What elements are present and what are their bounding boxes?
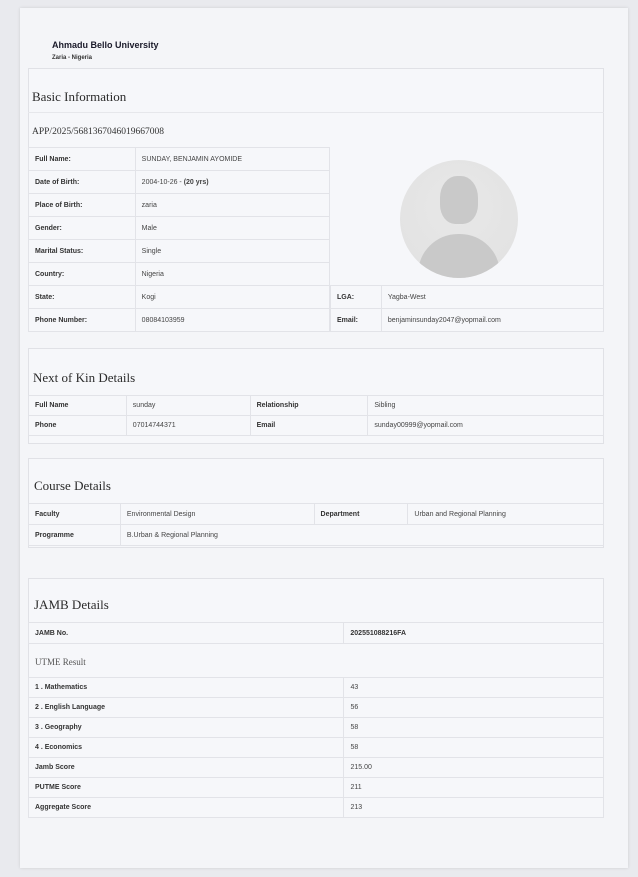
subject-name: 3 . Geography [29, 718, 344, 738]
next-of-kin-title: Next of Kin Details [33, 370, 136, 385]
jamb-score-value: 215.00 [344, 758, 604, 778]
place-of-birth-value: zaria [135, 194, 329, 217]
email-value: benjaminsunday2047@yopmail.com [381, 309, 603, 332]
lga-label: LGA: [331, 286, 382, 309]
table-row [29, 148, 330, 171]
phone-number-value: 08084103959 [135, 309, 329, 332]
marital-status-label: Marital Status: [29, 240, 136, 263]
dob-label: Date of Birth: [29, 171, 136, 194]
gender-label: Gender: [29, 217, 136, 240]
phone-number-label: Phone Number: [29, 309, 136, 332]
putme-score-value: 211 [344, 778, 604, 798]
kin-relationship-label: Relationship [250, 396, 368, 416]
department-label: Department [314, 504, 408, 525]
faculty-value: Environmental Design [120, 504, 314, 525]
dob-age: (20 yrs) [183, 178, 209, 186]
table-row [29, 396, 604, 416]
subject-name: 4 . Economics [29, 738, 344, 758]
table-row [29, 623, 604, 644]
utme-result-title: UTME Result [35, 657, 86, 667]
table-row [29, 194, 330, 217]
aggregate-score-value: 213 [344, 798, 604, 818]
table-row [29, 525, 604, 546]
faculty-label: Faculty [29, 504, 121, 525]
department-value: Urban and Regional Planning [408, 504, 604, 525]
kin-phone-value: 07014744371 [126, 416, 250, 436]
jamb-number-table [28, 622, 604, 644]
table-row [29, 778, 604, 798]
dob-value [135, 171, 329, 194]
putme-score-label: PUTME Score [29, 778, 344, 798]
table-row [29, 504, 604, 525]
table-row [29, 798, 604, 818]
kin-relationship-value: Sibling [368, 396, 604, 416]
place-of-birth-label: Place of Birth: [29, 194, 136, 217]
application-number: APP/2025/5681367046019667008 [32, 127, 164, 137]
passport-photo-placeholder [400, 160, 518, 278]
programme-value: B.Urban & Regional Planning [120, 525, 603, 546]
marital-status-value: Single [135, 240, 329, 263]
jamb-score-label: Jamb Score [29, 758, 344, 778]
avatar-body-icon [418, 234, 500, 278]
avatar-head-icon [440, 176, 478, 224]
country-label: Country: [29, 263, 136, 286]
subject-score: 58 [344, 718, 604, 738]
section-divider [28, 112, 604, 113]
table-row [29, 217, 330, 240]
jamb-no-value: 202551088216FA [344, 623, 604, 644]
table-row [29, 738, 604, 758]
table-row [29, 718, 604, 738]
kin-fullname-label: Full Name [29, 396, 127, 416]
utme-result-table [28, 677, 604, 818]
kin-fullname-value: sunday [126, 396, 250, 416]
course-details-title: Course Details [34, 478, 111, 493]
basic-info-table [28, 147, 330, 332]
country-value: Nigeria [135, 263, 329, 286]
table-row [29, 240, 330, 263]
table-row [29, 286, 330, 309]
next-of-kin-table [28, 395, 604, 436]
university-name: Ahmadu Bello University [52, 40, 159, 50]
university-location: Zaria - Nigeria [52, 55, 93, 61]
jamb-details-title: JAMB Details [34, 597, 109, 612]
basic-information-title: Basic Information [32, 89, 127, 104]
table-row [29, 416, 604, 436]
full-name-label: Full Name: [29, 148, 136, 171]
subject-score: 56 [344, 698, 604, 718]
subject-name: 1 . Mathematics [29, 678, 344, 698]
state-label: State: [29, 286, 136, 309]
state-value: Kogi [135, 286, 329, 309]
gender-value: Male [135, 217, 329, 240]
table-row [29, 698, 604, 718]
lga-email-table [330, 285, 604, 332]
kin-email-label: Email [250, 416, 368, 436]
course-details-table [28, 503, 604, 546]
dob-date: 2004-10-26 - [141, 178, 184, 186]
jamb-no-label: JAMB No. [29, 623, 344, 644]
full-name-value: SUNDAY, BENJAMIN AYOMIDE [135, 148, 329, 171]
subject-name: 2 . English Language [29, 698, 344, 718]
subject-score: 58 [344, 738, 604, 758]
table-row [331, 309, 604, 332]
lga-value: Yagba-West [381, 286, 603, 309]
kin-phone-label: Phone [29, 416, 127, 436]
subject-score: 43 [344, 678, 604, 698]
programme-label: Programme [29, 525, 121, 546]
table-row [29, 758, 604, 778]
university-header [52, 40, 159, 61]
email-label: Email: [331, 309, 382, 332]
aggregate-score-label: Aggregate Score [29, 798, 344, 818]
table-row [331, 286, 604, 309]
table-row [29, 263, 330, 286]
table-row [29, 309, 330, 332]
kin-email-value: sunday00999@yopmail.com [368, 416, 604, 436]
table-row [29, 678, 604, 698]
table-row [29, 171, 330, 194]
